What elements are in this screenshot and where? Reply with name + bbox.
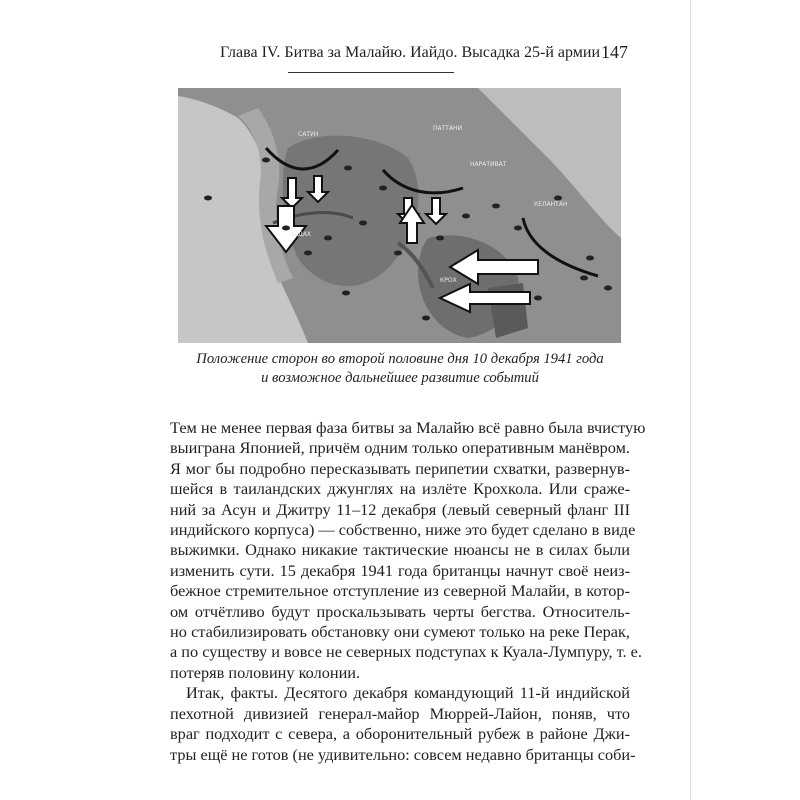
- map-label-satun: САТУН: [298, 131, 319, 138]
- figure-caption: [170, 350, 630, 388]
- map-label-kroh: КРОХ: [440, 277, 457, 284]
- page-edge: [690, 0, 691, 800]
- running-header: [220, 44, 628, 66]
- text-line: бежное стремительное отступление из северной Малайи, в котор-: [170, 581, 630, 601]
- text-line: враг подходит с севера, а оборонительный рубеж в районе Джи-: [170, 724, 630, 744]
- text-line: ом отчётливо будут проскальзывать черты бегства. Относитель-: [170, 601, 630, 621]
- map-label-kedah: КЕДАХ: [290, 231, 311, 238]
- text-line: Тем не менее первая фаза битвы за Малайю всё равно была вчистую: [170, 418, 646, 437]
- text-line: выжимки. Однако никакие тактические нюансы не в силах были: [170, 540, 630, 560]
- caption-line: и возможное дальнейшее развитие событий: [261, 370, 539, 386]
- text-line: шейся в таиландских джунглях на излёте Крохкола. Или сраже-: [170, 479, 630, 499]
- page-number: 147: [601, 42, 628, 62]
- map-label-pattani: ПАТТАНИ: [433, 125, 463, 132]
- text-line: тры ещё не готов (не удивительно: совсем недавно британцы соби-: [170, 744, 636, 764]
- text-line: Я мог бы подробно пересказывать перипетии схватки, развернув-: [170, 458, 630, 478]
- text-line: потеряв половину колонии.: [170, 662, 361, 682]
- text-line: ний за Асун и Джитру 11–12 декабря (левый северный фланг III: [170, 499, 630, 519]
- text-line: индийского корпуса) — собственно, ниже это будет сделано в виде: [170, 520, 636, 540]
- text-line: изменить сути. 15 декабря 1941 года британцы начнут своё неиз-: [170, 560, 630, 580]
- body-text: [170, 418, 646, 765]
- caption-line: Положение сторон во второй половине дня 10 декабря 1941 года: [196, 351, 604, 367]
- text-line: Итак, факты. Десятого декабря командующий 11-й индийской: [186, 683, 630, 703]
- header-rule: [288, 72, 454, 73]
- text-line: выиграна Японией, причём одним только оперативным манёвром.: [170, 438, 630, 458]
- text-line: пехотной дивизией генерал-майор Мюррей-Лайон, поняв, что: [170, 703, 630, 723]
- map-label-kelantan: КЕЛАНТАН: [534, 201, 568, 208]
- map-svg: [178, 88, 621, 343]
- chapter-title: Глава IV. Битва за Малайю. Иайдо. Высадка 25-й армии: [220, 44, 601, 61]
- map-figure: [178, 88, 621, 343]
- map-label-narathiwat: НАРАТИВАТ: [470, 161, 507, 168]
- text-line: но стабилизировать обстановку они сумеют только на реке Перак,: [170, 622, 630, 642]
- text-line: а по существу и вовсе не северных подступах к Куала-Лумпуру, т. е.: [170, 642, 642, 662]
